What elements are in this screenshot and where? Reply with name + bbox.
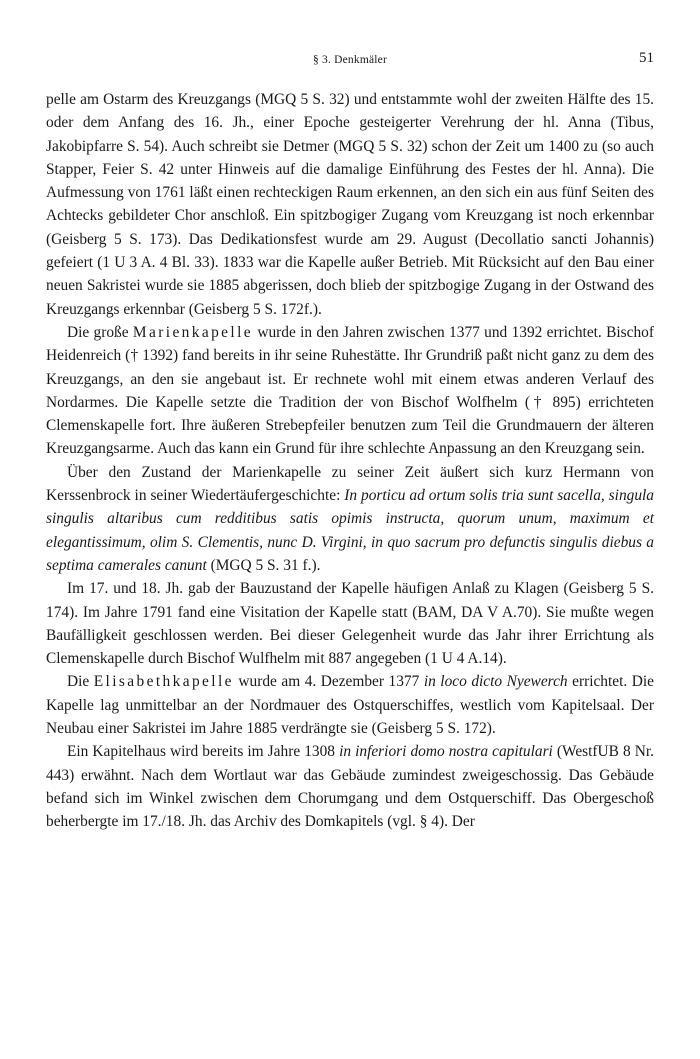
text-run: Die — [67, 673, 94, 691]
text-run: Über den Zustand der Marienkapelle zu seiner Zeit äußert sich kurz Hermann von Kerssenbrock in seiner Wiedertäufergeschichte: — [46, 463, 654, 505]
text-run: errichtet. Die Kapelle lag unmittelbar an der Nordmauer des Ostquerschiffes, westlich vom Kapitelsaal. Der Neubau einer Sakristei im Jahre 1885 verdrängte sie (Geisberg 5 S. 172). — [46, 673, 654, 738]
paragraph — [46, 321, 654, 461]
text-run: wurde am 4. Dezember 1377 — [233, 673, 424, 691]
paragraph — [46, 88, 654, 321]
text-run: Ein Kapitelhaus wird bereits im Jahre 1308 — [67, 743, 340, 761]
latin-quote: in loco dicto Nyewerch — [423, 673, 568, 691]
paragraph — [46, 461, 654, 577]
page-header — [46, 50, 654, 72]
paragraph — [46, 577, 654, 670]
text-run: (MGQ 5 S. 31 f.). — [206, 556, 321, 574]
text-run: Im 17. und 18. Jh. gab der Bauzustand der Kapelle häufigen Anlaß zu Klagen (Geisberg 5 S. 174). Im Jahre 1791 fand eine Visitation der Kapelle statt (BAM, DA V A.70). Sie mußte wegen Baufälligkeit geschlossen werden. Bei dieser Gelegenheit wurde das Jahr ihrer Errichtung als Clemenskapelle durch Bischof Wulfhelm mit 887 angegeben (1 U 4 A.14). — [46, 580, 654, 668]
text-run: pelle am Ostarm des Kreuzgangs (MGQ 5 S. 32) und entstammte wohl der zweiten Hälfte des 15. oder dem Anfang des 16. Jh., einer Epoche gesteigerter Verehrung der hl. Anna (Tibus, Jakobipfarre S. 54). Auch schreibt sie Detmer (MGQ 5 S. 32) schon der Zeit um 1400 zu (so auch Stapper, Feier S. 42 unter Hinweis auf die damalige Einführung des Festes der hl. Anna). Die Aufmessung von 1761 läßt einen rechteckigen Raum erkennen, an den sich ein aus fünf Seiten des Achtecks gebildeter Chor anschloß. Ein spitzbogiger Zugang vom Kreuzgang ist noch erkennbar (Geisberg 5 S. 173). Das Dedikationsfest wurde am 29. August (Decollatio sancti Johannis) gefeiert (1 U 3 A. 4 Bl. 33). 1833 war die Kapelle außer Betrieb. Mit Rücksicht auf den Bau einer neuen Sakristei wurde sie 1885 abgerissen, doch blieb der spitzbogige Zugang in der Ostwand des Kreuzgangs erkennbar (Geisberg 5 S. 172f.). — [46, 91, 654, 318]
text-run: (WestfUB 8 Nr. 443) erwähnt. Nach dem Wortlaut war das Gebäude zumindest zweigeschossig. Das Gebäude befand sich im Winkel zwischen dem Chorumgang und dem Ostquerschiff. Das Obergeschoß beherbergte im 17./18. Jh. das Archiv des Domkapitels (vgl. § 4). Der — [46, 743, 654, 831]
text-run: Die große — [67, 323, 133, 341]
page-number: 51 — [639, 50, 654, 66]
paragraph — [46, 670, 654, 740]
running-head: § 3. Denkmäler — [312, 54, 387, 66]
body-text — [46, 88, 654, 834]
latin-quote: in inferiori domo nostra capitulari — [339, 743, 553, 761]
spaced-term: Marienkapelle — [132, 323, 254, 341]
spaced-term: Elisabethkapelle — [93, 673, 234, 691]
text-run: wurde in den Jahren zwischen 1377 und 1392 errichtet. Bischof Heidenreich († 1392) fand bereits in ihr seine Ruhestätte. Ihr Grundriß paßt nicht ganz zu dem des Kreuzgangs, an den sie angebaut ist. Er rechnete wohl mit einem etwas anderen Verlauf des Nordarmes. Die Kapelle setzte die Tradition der von Bischof Wolfhelm († 895) errichteten Clemenskapelle fort. Ihre äußeren Strebepfeiler benutzen zum Teil die Grundmauern der älteren Kreuzgangsarme. Auch das kann ein Grund für ihre schlechte Anpassung an den Kreuzgang sein. — [46, 323, 654, 458]
paragraph — [46, 740, 654, 833]
latin-quote: In porticu ad ortum solis tria sunt sacella, singula singulis altaribus cum redditibus satis opimis instructa, quorum unum, maximum et elegantissimum, olim S. Clementis, nunc D. Virgini, in quo sacrum pro defunctis singulis diebus a septima camerales canunt — [46, 487, 654, 574]
